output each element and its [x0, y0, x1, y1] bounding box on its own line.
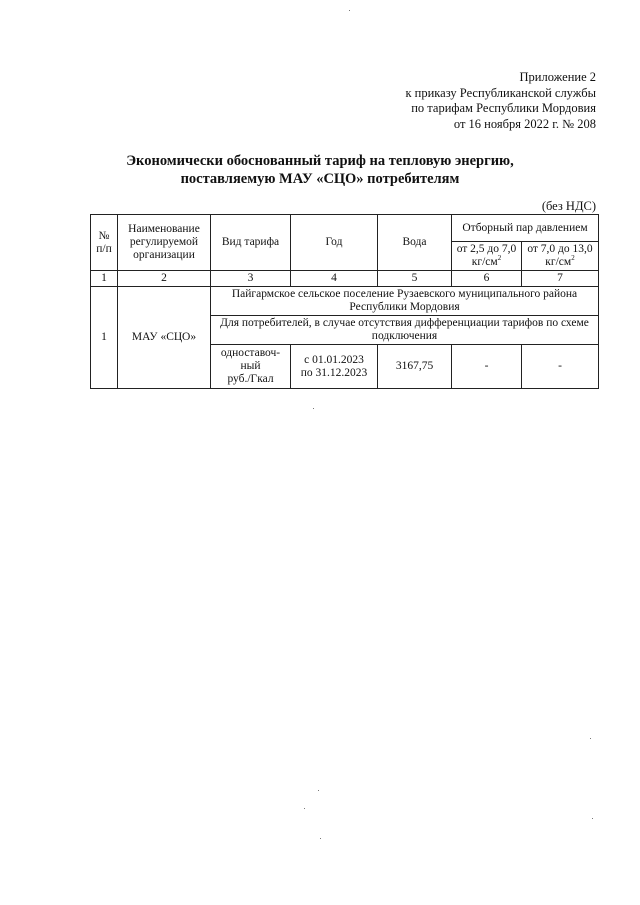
row-steam-high: - — [522, 345, 599, 389]
scan-speck — [320, 838, 321, 839]
row-water: 3167,75 — [378, 345, 452, 389]
tariff-type-line: одноставоч- — [220, 347, 281, 359]
year-line: по 31.12.2023 — [300, 366, 368, 379]
scan-speck — [349, 10, 350, 11]
settlement-row: Пайгармское сельское поселение Рузаевского муниципального района Республики Мордовия — [211, 287, 599, 316]
annex-line: от 16 ноября 2022 г. № 208 — [453, 116, 596, 131]
unit-superscript: 2 — [497, 254, 502, 263]
col-number: 3 — [211, 271, 291, 287]
header-tariff-type: Вид тарифа — [211, 215, 291, 271]
header-steam-low-text: от 2,5 до 7,0 кг/см — [456, 243, 517, 268]
tariff-table — [90, 214, 599, 389]
scan-speck — [313, 408, 314, 409]
row-org: МАУ «СЦО» — [118, 287, 211, 389]
document-title — [0, 152, 640, 188]
col-number: 1 — [91, 271, 118, 287]
col-number: 6 — [452, 271, 522, 287]
col-number: 7 — [522, 271, 599, 287]
header-year: Год — [291, 215, 378, 271]
scan-speck — [590, 738, 591, 739]
header-steam: Отборный пар давлением — [452, 215, 599, 242]
header-org: Наименование регулируемой организации — [118, 215, 211, 271]
scan-speck — [304, 808, 305, 809]
header-steam-low — [452, 242, 522, 271]
year-line: с 01.01.2023 — [304, 353, 364, 366]
annex-line: Приложение 2 — [519, 70, 596, 84]
header-water: Вода — [378, 215, 452, 271]
unit-superscript: 2 — [571, 254, 575, 263]
col-number: 4 — [291, 271, 378, 287]
row-num: 1 — [91, 287, 118, 389]
scan-speck — [592, 818, 593, 819]
header-num: № п/п — [91, 215, 118, 271]
col-number: 2 — [118, 271, 211, 287]
annex-line: к приказу Республиканской службы — [405, 85, 596, 100]
scan-speck — [318, 790, 319, 791]
consumer-note-row: Для потребителей, в случае отсутствия дифференциации тарифов по схеме подключения — [211, 316, 599, 345]
vat-note: (без НДС) — [541, 199, 596, 213]
row-year — [291, 345, 378, 389]
header-steam-high — [522, 242, 599, 271]
tariff-type-line: руб./Гкал — [227, 373, 274, 385]
title-line: Экономически обоснованный тариф на тепловую энергию, — [126, 153, 514, 169]
col-number: 5 — [378, 271, 452, 287]
annex-line: по тарифам Республики Мордовия — [411, 101, 596, 115]
annex-header — [405, 70, 596, 132]
tariff-type-line: ный — [240, 360, 261, 372]
title-line: поставляемую МАУ «СЦО» потребителям — [180, 171, 460, 187]
row-tariff-type — [211, 345, 291, 389]
row-steam-low: - — [452, 345, 522, 389]
header-steam-high-text: от 7,0 до 13,0 кг/см — [527, 243, 593, 268]
